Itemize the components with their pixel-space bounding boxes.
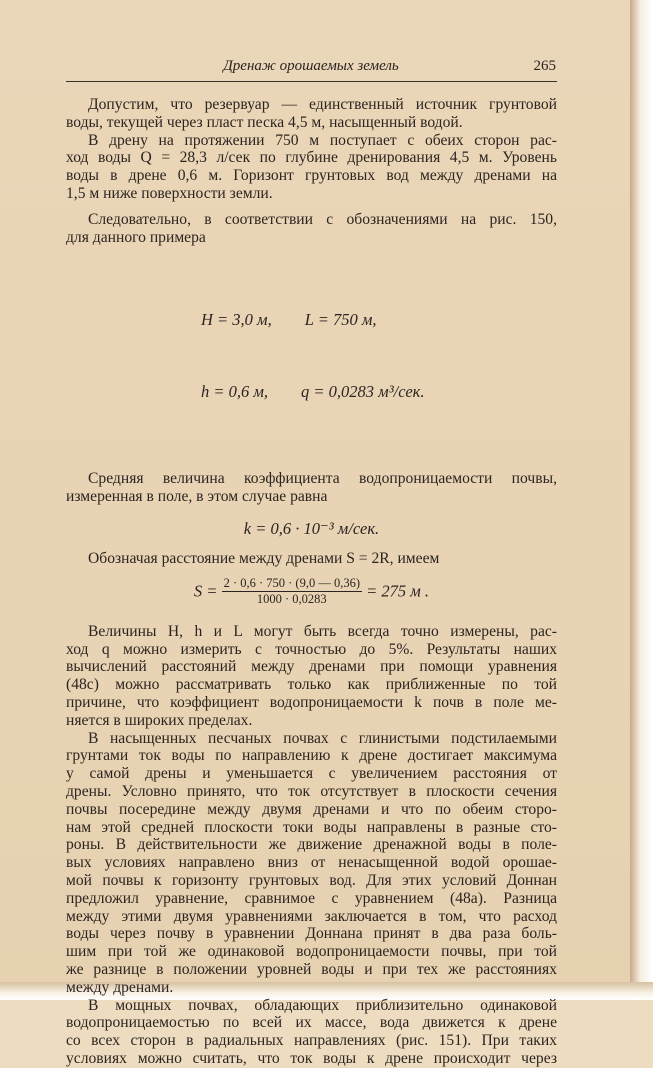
text-line: (48с) можно рассматривать только как приближенные по той bbox=[66, 676, 557, 694]
equation-row: H = 3,0 м, L = 750 м, bbox=[201, 310, 377, 330]
page-number: 265 bbox=[533, 58, 556, 74]
text-line: между этими двумя уравнениями заключается в том, что расход bbox=[66, 907, 557, 925]
text-line: ход воды Q = 28,3 л/сек по глубине дренирования 4,5 м. Уровень bbox=[66, 149, 557, 167]
text-line: мой почвы к горизонту грунтовых вод. Для этих условий Доннан bbox=[66, 871, 557, 889]
text-line: Величины H, h и L могут быть всегда точно измерены, рас- bbox=[88, 622, 557, 640]
text-line: воды в дрене 0,6 м. Горизонт грунтовых вод между дренами на bbox=[66, 167, 557, 185]
text-line: В насыщенных песчаных почвах с глинистыми подстилаемыми bbox=[88, 729, 557, 747]
equation-rhs: = 275 м . bbox=[366, 581, 430, 601]
paragraph-3 bbox=[66, 211, 557, 247]
text-line: предложил уравнение, сравнимое с уравнением (48а). Разница bbox=[66, 889, 557, 907]
text-line: Допустим, что резервуар — единственный источник грунтовой bbox=[88, 96, 557, 113]
fraction-numerator: 2 · 0,6 · 750 · (9,0 — 0,36) bbox=[223, 575, 361, 590]
body-text bbox=[66, 96, 557, 1068]
equation-row: h = 0,6 м, q = 0,0283 м³/сек. bbox=[201, 382, 425, 402]
header-rule bbox=[66, 81, 557, 82]
page-edge-right bbox=[630, 0, 653, 1000]
equation-1 bbox=[201, 260, 557, 452]
text-line: причине, что коэффициент водопроницаемости k почв в поле ме- bbox=[66, 693, 557, 711]
text-line: воды, текущей через пласт песка 4,5 м, насыщенный водой. bbox=[66, 113, 463, 131]
text-line: роны. В действительности же движение дренажной воды в поле- bbox=[66, 836, 557, 854]
text-line: для данного примера bbox=[66, 228, 206, 246]
paragraph-2 bbox=[66, 132, 557, 203]
paragraph-5 bbox=[66, 550, 557, 568]
paragraph-8 bbox=[66, 997, 557, 1068]
equation-3 bbox=[66, 576, 557, 607]
text-line: ход q можно измерить с точностью до 5%. Результаты наших bbox=[66, 640, 557, 658]
paragraph-7 bbox=[66, 730, 557, 997]
text-line: Средняя величина коэффициента водопроницаемости почвы, bbox=[88, 470, 557, 488]
paragraph-6 bbox=[66, 623, 557, 730]
text-line: измеренная в поле, в этом случае равна bbox=[66, 488, 328, 506]
text-line: Обозначая расстояние между дренами S = 2R, имеем bbox=[88, 549, 440, 567]
text-line: вычислений расстояний между дренами при помощи уравнения bbox=[66, 658, 557, 676]
text-line: почвы посередине между двумя дренами и что по обеим сторо- bbox=[66, 800, 557, 818]
running-title: Дренаж орошаемых земель bbox=[223, 58, 399, 74]
text-line: грунтами ток воды по направлению к дрене достигает максимума bbox=[66, 747, 557, 765]
text-line: Следовательно, в соответствии с обозначениями на рис. 150, bbox=[88, 210, 557, 228]
running-header bbox=[66, 58, 556, 78]
text-line: дрены. Условно принято, что ток отсутствует в плоскости сечения bbox=[66, 782, 557, 800]
text-line: же разнице в положении уровней воды и при тех же расстояниях bbox=[66, 960, 557, 978]
text-line: водопроницаемостью по всей их массе, вода движется к дрене bbox=[66, 1014, 557, 1032]
text-line: В мощных почвах, обладающих приблизительно одинаковой bbox=[88, 996, 557, 1014]
equation-fraction bbox=[222, 576, 362, 607]
text-line: между дренами. bbox=[66, 978, 174, 996]
equation-k: k = 0,6 · 10⁻³ м/сек. bbox=[243, 518, 380, 538]
text-line: воды через почву в уравнении Доннана принят в два раза боль- bbox=[66, 925, 557, 943]
text-line: шим при той же одинаковой водопроницаемости почвы, при той bbox=[66, 943, 557, 961]
text-line: няется в широких пределах. bbox=[66, 711, 253, 729]
paragraph-1 bbox=[66, 96, 557, 132]
text-line: со всех сторон в радиальных направлениях (рис. 151). При таких bbox=[66, 1032, 557, 1050]
text-line: у самой дрены и уменьшается с увеличением расстояния от bbox=[66, 765, 557, 783]
text-line: В дрену на протяжении 750 м поступает с обеих сторон рас- bbox=[88, 131, 557, 149]
fraction-denominator: 1000 · 0,0283 bbox=[256, 591, 327, 606]
text-line: условиях можно считать, что ток воды к дрене происходит через bbox=[66, 1049, 557, 1067]
equation-2 bbox=[66, 518, 557, 540]
text-line: 1,5 м ниже поверхности земли. bbox=[66, 184, 273, 202]
equation-lhs: S = bbox=[193, 581, 218, 601]
text-line: вых условиях направлено вниз от ненасыщенной водой орошае- bbox=[66, 854, 557, 872]
text-line: нам этой средней плоскости токи воды направлены в разные сто- bbox=[66, 818, 557, 836]
paragraph-4 bbox=[66, 470, 557, 506]
